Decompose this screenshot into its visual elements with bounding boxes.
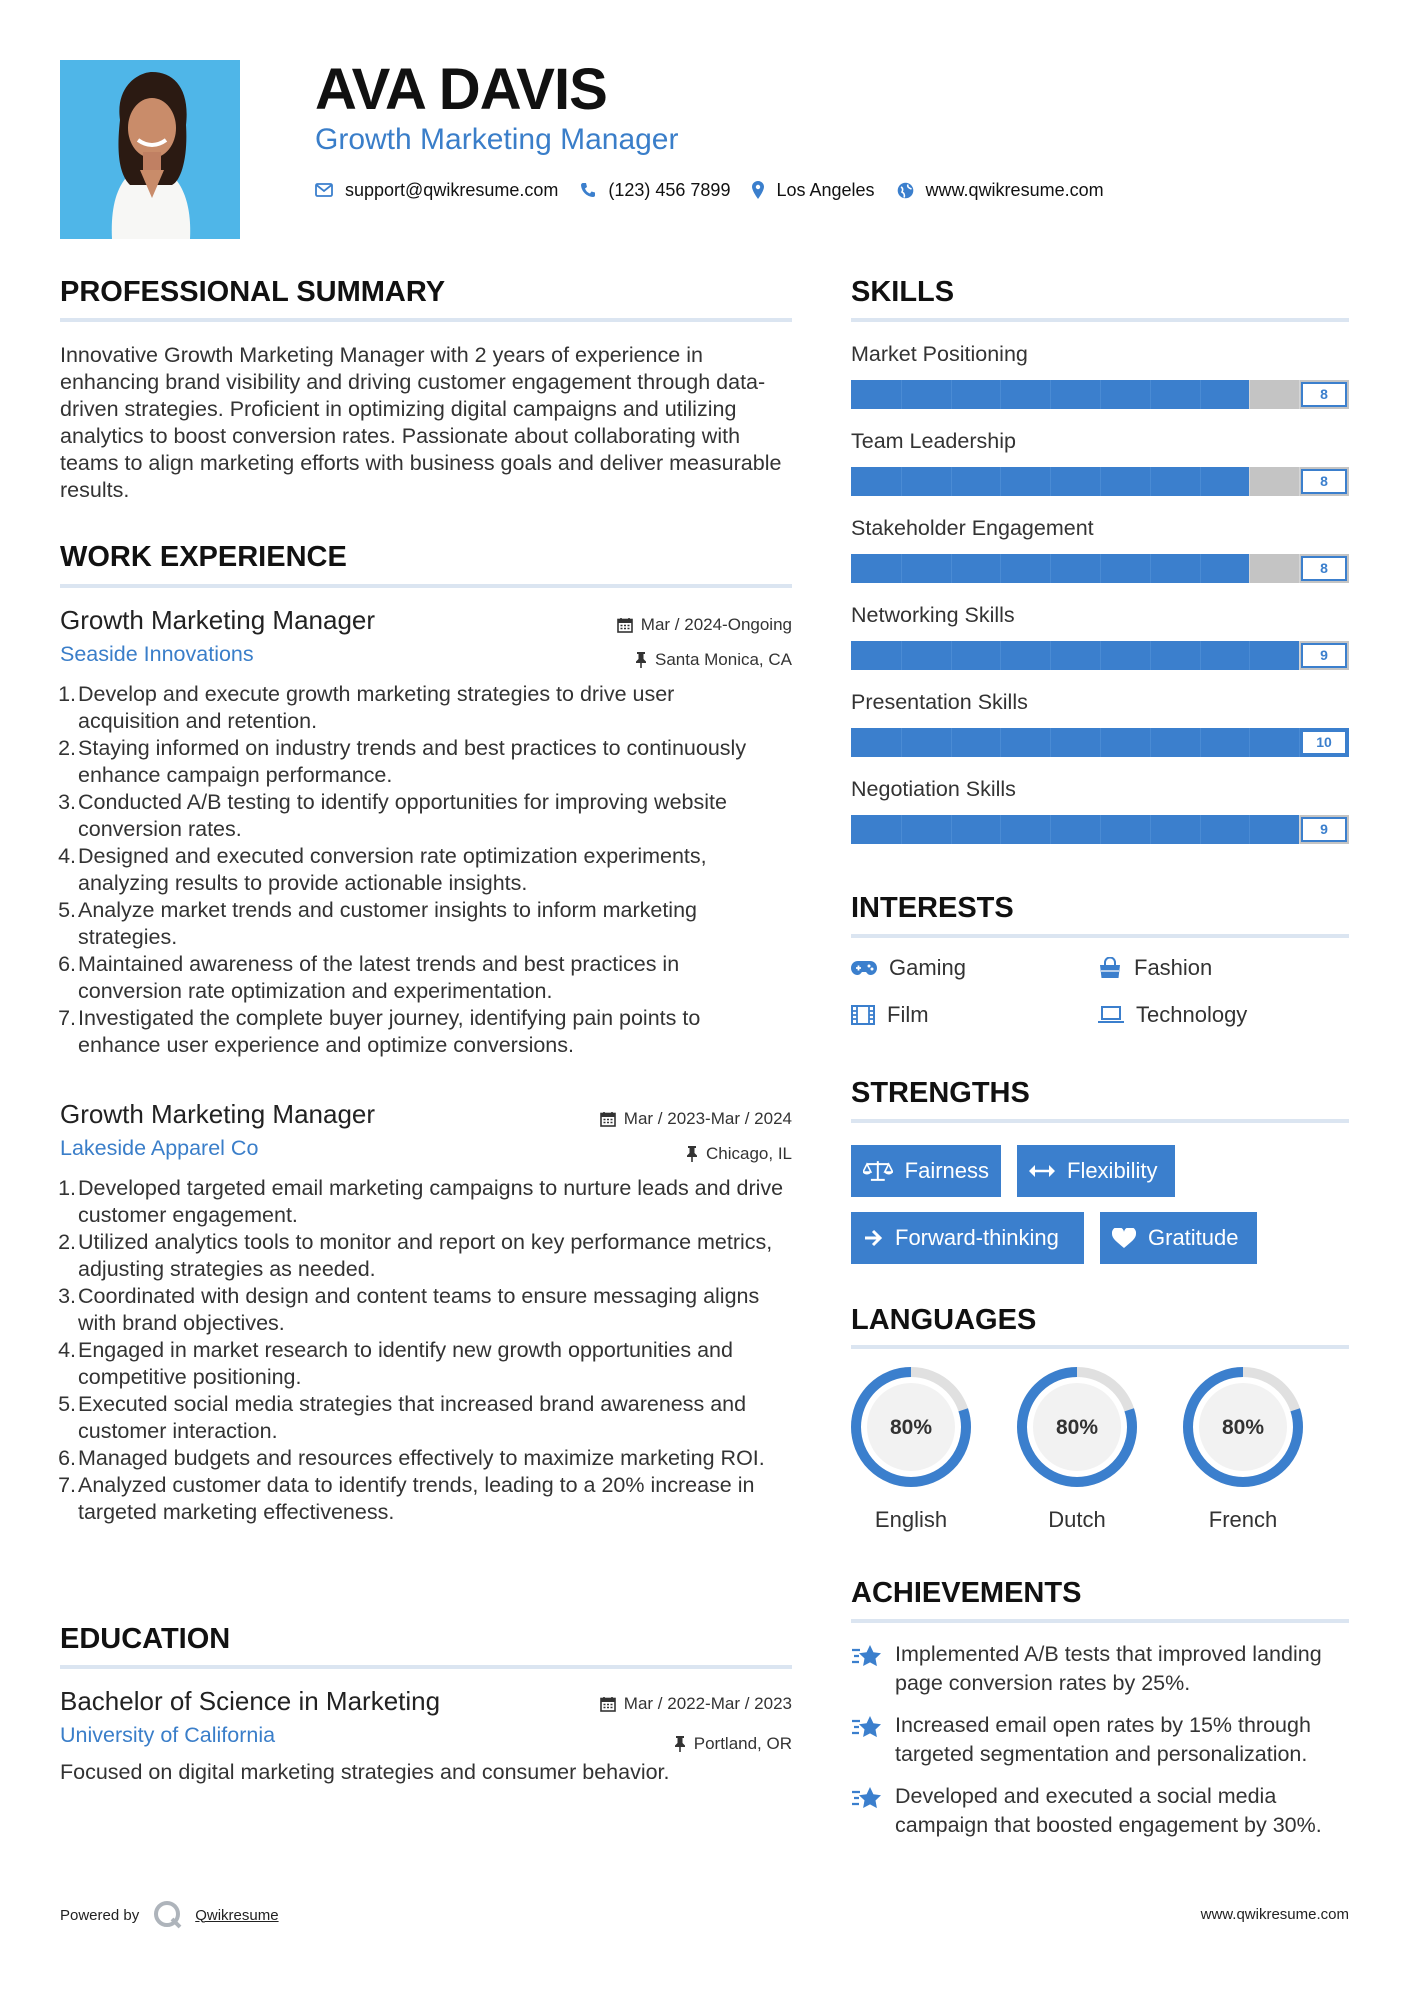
skill-bar-divider: [901, 815, 902, 844]
skill-label: Presentation Skills: [851, 690, 1028, 714]
skill-level-badge: 8: [1301, 382, 1347, 407]
achievements-heading: ACHIEVEMENTS: [851, 1577, 1082, 1609]
skill-bar-divider: [1249, 467, 1250, 496]
language-ring: [1181, 1365, 1305, 1489]
education-dates-text: Mar / 2022-Mar / 2023: [623, 1694, 792, 1713]
strength-gratitude: [1100, 1212, 1257, 1264]
summary-divider: [60, 318, 792, 322]
skill-bar-fill: [851, 641, 1299, 670]
star-icon: [851, 1786, 883, 1814]
achievement-text: Developed and executed a social media campaign that boosted engagement by 30%.: [895, 1784, 1322, 1837]
skill-bar-divider: [1000, 641, 1001, 670]
skill-bar-divider: [1299, 815, 1300, 844]
qwikresume-logo-icon: [153, 1900, 183, 1930]
list-item: 7. Investigated the complete buyer journey, identifying pain points to enhance user experience and optimize conversions.: [58, 1006, 701, 1057]
skill-bar-divider: [1000, 554, 1001, 583]
shopping-bag-icon: [1098, 957, 1122, 979]
skill-bar-divider: [1150, 641, 1151, 670]
phone-icon: [580, 182, 596, 198]
strength-label: Gratitude: [1148, 1225, 1239, 1250]
skill-label: Market Positioning: [851, 342, 1028, 366]
website-text: www.qwikresume.com: [925, 179, 1104, 200]
list-item: 4. Engaged in market research to identify new growth opportunities and competitive positioning.: [58, 1338, 733, 1389]
contact-location: [752, 180, 874, 201]
email-text: support@qwikresume.com: [345, 179, 559, 200]
job-entry: [60, 604, 792, 1059]
education-location: [674, 1733, 792, 1755]
skills-divider: [851, 318, 1349, 322]
phone-text: (123) 456 7899: [608, 179, 731, 200]
skill-bar-divider: [1249, 641, 1250, 670]
skill-bar-fill: [851, 815, 1299, 844]
skill-label: Team Leadership: [851, 429, 1016, 453]
skill-bar-divider: [1299, 641, 1300, 670]
job-bullets: [60, 1175, 795, 1526]
interest-technology: [1098, 1001, 1247, 1029]
skill-bar-divider: [1000, 815, 1001, 844]
skill-level-badge: 9: [1301, 643, 1347, 668]
pushpin-icon: [686, 1146, 698, 1162]
interest-label: Gaming: [889, 955, 967, 980]
education-description: Focused on digital marketing strategies and consumer behavior.: [60, 1760, 670, 1784]
contact-phone[interactable]: [580, 180, 730, 201]
skill-bar-divider: [951, 728, 952, 757]
skill-bar-divider: [1150, 467, 1151, 496]
job-location-text: Chicago, IL: [706, 1144, 792, 1163]
footer-powered-by: [60, 1900, 279, 1930]
interest-fashion: [1098, 954, 1212, 982]
list-item: 7. Analyzed customer data to identify trends, leading to a 20% increase in targeted marketing effectiveness.: [58, 1473, 755, 1524]
skill-bar: [851, 554, 1349, 583]
language-percent: 80%: [889, 1416, 933, 1439]
languages-divider: [851, 1345, 1349, 1349]
job-dates: [600, 1108, 792, 1130]
language-item: [849, 1365, 973, 1534]
interest-label: Technology: [1136, 1002, 1248, 1027]
location-text: Los Angeles: [776, 179, 875, 200]
job-dates-text: Mar / 2024-Ongoing: [640, 615, 792, 634]
skill-bar-divider: [951, 467, 952, 496]
envelope-icon: [315, 183, 333, 197]
achievement-item: [851, 1711, 1349, 1769]
summary-text: Innovative Growth Marketing Manager with 2 years of experience in enhancing brand visibility and driving customer engagement through data-driven strategies. Proficient in optimizing digital campaigns and utilizing analytics to boost conversion rates. Passionate about collaborating with teams to align marketing efforts with business goals and deliver measurable results.: [60, 343, 782, 502]
skill-bar-divider: [1299, 380, 1300, 409]
skill-bar-divider: [1050, 467, 1051, 496]
skill-bar-divider: [1200, 728, 1201, 757]
calendar-icon: [600, 1696, 616, 1712]
language-label: French: [1208, 1507, 1278, 1532]
skill-bar: [851, 380, 1349, 409]
strength-label: Forward-thinking: [895, 1225, 1059, 1250]
skills-heading: SKILLS: [851, 276, 955, 308]
skill-bar-divider: [1200, 554, 1201, 583]
list-item: 1. Develop and execute growth marketing strategies to drive user acquisition and retention.: [58, 682, 675, 733]
strength-label: Flexibility: [1067, 1158, 1158, 1183]
skill-label: Negotiation Skills: [851, 777, 1016, 801]
skill-bar-divider: [1100, 815, 1101, 844]
strength-flexibility: [1017, 1145, 1175, 1197]
list-item: 2. Staying informed on industry trends and best practices to continuously enhance campaign performance.: [58, 736, 747, 787]
skill-bar-divider: [1050, 554, 1051, 583]
skill-bar-divider: [1150, 728, 1151, 757]
skill-item: [851, 340, 1349, 427]
skill-bar-divider: [901, 467, 902, 496]
company-name: Seaside Innovations: [60, 642, 254, 666]
skill-level-badge: 9: [1301, 817, 1347, 842]
language-ring: [849, 1365, 973, 1489]
job-title: Growth Marketing Manager: [60, 605, 376, 635]
education-entry: [60, 1685, 792, 1786]
skill-item: [851, 775, 1349, 862]
skill-bar-divider: [1200, 815, 1201, 844]
contact-email[interactable]: [315, 180, 558, 201]
achievements-divider: [851, 1619, 1349, 1623]
list-item: 3. Conducted A/B testing to identify opportunities for improving website conversion rates.: [58, 790, 727, 841]
powered-by-text: Powered by: [60, 1906, 140, 1924]
achievement-item: [851, 1640, 1349, 1698]
skill-bar-divider: [1050, 380, 1051, 409]
language-ring: [1015, 1365, 1139, 1489]
skill-bar-divider: [951, 380, 952, 409]
job-dates-text: Mar / 2023-Mar / 2024: [623, 1109, 792, 1128]
skill-label: Networking Skills: [851, 603, 1015, 627]
skill-item: [851, 427, 1349, 514]
skill-bar-divider: [1100, 467, 1101, 496]
list-item: 6. Maintained awareness of the latest trends and best practices in conversion rate optimization and experimentation.: [58, 952, 680, 1003]
skill-bar-divider: [1050, 815, 1051, 844]
skill-bar-divider: [1299, 467, 1300, 496]
skill-bar-divider: [1150, 815, 1151, 844]
achievement-text: Implemented A/B tests that improved landing page conversion rates by 25%.: [895, 1642, 1322, 1695]
achievements-list: [851, 1640, 1349, 1840]
map-pin-icon: [752, 181, 764, 199]
footer-brand-link[interactable]: Qwikresume: [195, 1906, 279, 1924]
list-item: 6. Managed budgets and resources effectively to maximize marketing ROI.: [58, 1446, 765, 1470]
skills-list: [851, 340, 1349, 862]
strengths-divider: [851, 1119, 1349, 1123]
degree-title: Bachelor of Science in Marketing: [60, 1686, 441, 1716]
strength-fairness: [851, 1145, 1001, 1197]
globe-icon: [897, 182, 914, 199]
calendar-icon: [600, 1111, 616, 1127]
language-item: [1181, 1365, 1305, 1534]
skill-bar: [851, 641, 1349, 670]
skill-level-badge: 10: [1301, 730, 1347, 755]
strengths-heading: STRENGTHS: [851, 1077, 1030, 1109]
skill-bar-divider: [1100, 380, 1101, 409]
skill-bar-divider: [1249, 728, 1250, 757]
candidate-name: AVA DAVIS: [315, 57, 607, 122]
skill-bar-divider: [1000, 380, 1001, 409]
skill-bar-divider: [1150, 554, 1151, 583]
language-item: [1015, 1365, 1139, 1534]
skill-bar-divider: [1150, 380, 1151, 409]
star-icon: [851, 1715, 883, 1743]
list-item: 5. Analyze market trends and customer insights to inform marketing strategies.: [58, 898, 697, 949]
candidate-title: Growth Marketing Manager: [315, 123, 679, 156]
skill-label: Stakeholder Engagement: [851, 516, 1094, 540]
language-percent: 80%: [1221, 1416, 1265, 1439]
skill-bar-divider: [901, 728, 902, 757]
skill-item: [851, 601, 1349, 688]
interest-gaming: [851, 954, 966, 982]
skill-bar: [851, 467, 1349, 496]
interests-heading: INTERESTS: [851, 892, 1014, 924]
skill-bar-divider: [1050, 728, 1051, 757]
skill-bar-divider: [1200, 467, 1201, 496]
skill-bar-divider: [1050, 641, 1051, 670]
skill-bar-divider: [1100, 554, 1101, 583]
experience-heading: WORK EXPERIENCE: [60, 541, 347, 573]
job-location: [635, 649, 792, 671]
strength-label: Fairness: [904, 1158, 989, 1183]
skill-bar-divider: [1100, 728, 1101, 757]
job-location: [686, 1143, 792, 1165]
skill-bar-divider: [951, 554, 952, 583]
achievement-text: Increased email open rates by 15% through targeted segmentation and personalization.: [895, 1713, 1311, 1766]
skill-bar-divider: [1299, 728, 1300, 757]
strength-forward-thinking: [851, 1212, 1084, 1264]
language-label: Dutch: [1048, 1507, 1106, 1532]
job-title: Growth Marketing Manager: [60, 1099, 376, 1129]
skill-item: [851, 688, 1349, 775]
gamepad-icon: [851, 960, 877, 976]
list-item: 2. Utilized analytics tools to monitor and report on key performance metrics, adjusting strategies as needed.: [58, 1230, 773, 1281]
heart-icon: [1112, 1228, 1136, 1249]
list-item: 4. Designed and executed conversion rate optimization experiments, analyzing results to provide actionable insights.: [58, 844, 707, 895]
job-entry: [60, 1098, 792, 1526]
language-label: English: [874, 1507, 948, 1532]
profile-photo: [60, 60, 240, 239]
pushpin-icon: [635, 652, 647, 668]
skill-bar: [851, 728, 1349, 757]
skill-bar-divider: [1249, 380, 1250, 409]
skill-item: [851, 514, 1349, 601]
job-bullets: [60, 681, 780, 1059]
calendar-icon: [617, 617, 633, 633]
achievement-item: [851, 1782, 1349, 1840]
list-item: 1. Developed targeted email marketing campaigns to nurture leads and drive customer engagement.: [58, 1176, 784, 1227]
skill-bar-divider: [1249, 554, 1250, 583]
list-item: 5. Executed social media strategies that increased brand awareness and customer interaction.: [58, 1392, 747, 1443]
skill-bar-divider: [901, 380, 902, 409]
skill-level-badge: 8: [1301, 556, 1347, 581]
contact-website[interactable]: [897, 180, 1104, 201]
languages-heading: LANGUAGES: [851, 1304, 1037, 1336]
skill-bar-divider: [1249, 815, 1250, 844]
contact-bar: [315, 176, 1126, 204]
school-name: University of California: [60, 1723, 276, 1747]
skill-bar-divider: [901, 641, 902, 670]
skill-bar-divider: [1000, 467, 1001, 496]
skill-bar-divider: [951, 641, 952, 670]
skill-bar-divider: [1200, 641, 1201, 670]
skill-bar-divider: [951, 815, 952, 844]
pushpin-icon: [674, 1736, 686, 1752]
list-item: 3. Coordinated with design and content teams to ensure messaging aligns with brand objectives.: [58, 1284, 760, 1335]
education-heading: EDUCATION: [60, 1623, 231, 1655]
skill-bar: [851, 815, 1349, 844]
skill-bar-divider: [1200, 380, 1201, 409]
interest-film: [851, 1001, 929, 1029]
company-name: Lakeside Apparel Co: [60, 1136, 259, 1160]
summary-heading: PROFESSIONAL SUMMARY: [60, 276, 446, 308]
languages-list: [849, 1365, 1349, 1535]
education-dates: [600, 1693, 792, 1715]
arrow-right-icon: [863, 1228, 883, 1248]
film-icon: [851, 1005, 875, 1025]
balance-scale-icon: [863, 1159, 893, 1183]
skill-bar-divider: [1000, 728, 1001, 757]
skill-bar-divider: [1100, 641, 1101, 670]
star-icon: [851, 1644, 883, 1672]
education-divider: [60, 1665, 792, 1669]
skill-bar-divider: [901, 554, 902, 583]
job-dates: [617, 614, 792, 636]
interest-label: Fashion: [1134, 955, 1213, 980]
interest-label: Film: [887, 1002, 929, 1027]
skill-bar-divider: [1299, 554, 1300, 583]
education-location-text: Portland, OR: [693, 1734, 792, 1753]
job-location-text: Santa Monica, CA: [654, 650, 792, 669]
experience-divider: [60, 584, 792, 588]
arrows-horizontal-icon: [1029, 1164, 1055, 1178]
laptop-icon: [1098, 1006, 1124, 1024]
footer-website[interactable]: www.qwikresume.com: [1200, 1906, 1349, 1923]
language-percent: 80%: [1055, 1416, 1099, 1439]
interests-divider: [851, 934, 1349, 938]
skill-level-badge: 8: [1301, 469, 1347, 494]
